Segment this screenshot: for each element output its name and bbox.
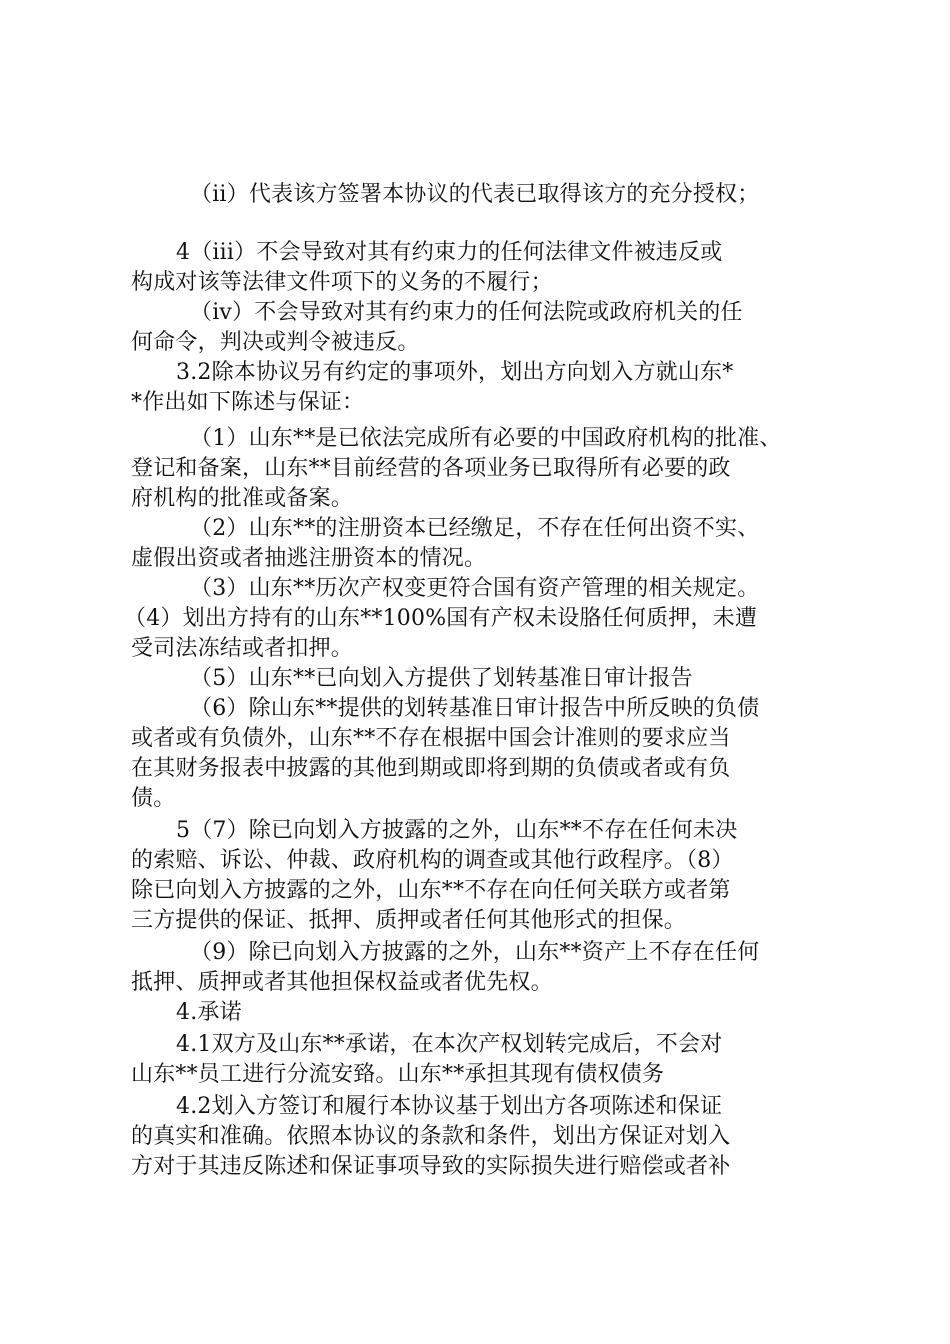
text-line-5: 何命令，判决或判令被违反。	[131, 330, 420, 355]
text-line-14: （4）划出方持有的山东**100%国有产权未设胳任何质押，未遭	[124, 606, 758, 631]
text-line-17: （6）除山东**提供的划转基准日审计报告中所反映的负债	[190, 696, 760, 721]
text-line-6: 3.2除本协议另有约定的事项外，划出方向划入方就山东*	[176, 360, 734, 385]
text-line-23: 除已向划入方披露的之外，山东**不存在向任何关联方或者第	[131, 878, 731, 903]
text-line-18: 或者或有负债外，山东**不存在根据中国会计准则的要求应当	[131, 726, 731, 751]
text-line-8: （1）山东**是已依法完成所有必要的中国政府机构的批准、	[190, 426, 782, 451]
text-line-31: 的真实和准确。依照本协议的条款和条件，划出方保证对划入	[131, 1124, 731, 1149]
text-line-21: 5（7）除已向划入方披露的之外，山东**不存在任何未决	[176, 818, 738, 843]
text-line-26: 抵押、质押或者其他担保权益或者优先权。	[131, 970, 553, 995]
text-line-2: 4（iii）不会导致对其有约束力的任何法律文件被违反或	[176, 240, 723, 265]
text-line-20: 债。	[131, 786, 176, 811]
text-line-22: 的索赔、诉讼、仲裁、政府机构的调查或其他行政程序。（8）	[131, 848, 734, 873]
text-line-29: 山东**员工进行分流安臵。山东**承担其现有债权债务	[131, 1062, 665, 1087]
text-line-9: 登记和备案，山东**目前经营的各项业务已取得所有必要的政	[131, 456, 731, 481]
text-line-16: （5）山东**已向划入方提供了划转基准日审计报告	[190, 666, 693, 691]
text-line-11: （2）山东**的注册资本已经缴足，不存在任何出资不实、	[190, 516, 760, 541]
text-line-1: （ii）代表该方签署本协议的代表已取得该方的充分授权；	[190, 182, 760, 207]
section-heading: 4.承诺	[176, 1000, 242, 1025]
text-line-12: 虚假出资或者抽逃注册资本的情况。	[131, 546, 487, 571]
text-line-3: 构成对该等法律文件项下的义务的不履行；	[131, 270, 553, 295]
text-line-32: 方对于其违反陈述和保证事项导致的实际损失进行赔偿或者补	[131, 1154, 731, 1179]
text-line-30: 4.2划入方签订和履行本协议基于划出方各项陈述和保证	[176, 1094, 723, 1119]
text-line-10: 府机构的批准或备案。	[131, 486, 354, 511]
text-line-28: 4.1双方及山东**承诺，在本次产权划转完成后，不会对	[176, 1032, 723, 1057]
text-line-7: *作出如下陈述与保证：	[131, 390, 365, 415]
text-line-15: 受司法冻结或者扣押。	[131, 636, 354, 661]
text-line-13: （3）山东**历次产权变更符合国有资产管理的相关规定。	[190, 576, 760, 601]
text-line-25: （9）除已向划入方披露的之外，山东**资产上不存在任何	[190, 940, 760, 965]
text-line-4: （iv）不会导致对其有约束力的任何法院或政府机关的任	[190, 300, 743, 325]
text-line-24: 三方提供的保证、抵押、质押或者任何其他形式的担保。	[131, 908, 687, 933]
text-line-19: 在其财务报表中披露的其他到期或即将到期的负债或者或有负	[131, 756, 731, 781]
